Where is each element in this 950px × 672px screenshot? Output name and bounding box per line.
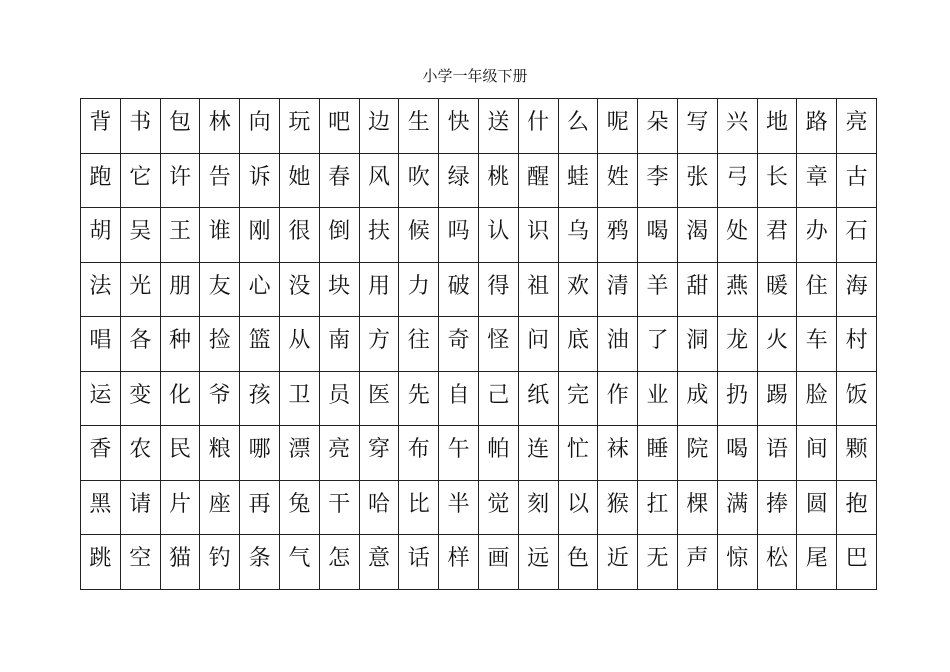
character-cell: 许 (160, 153, 200, 208)
character-cell: 林 (200, 99, 240, 154)
character-cell: 春 (319, 153, 359, 208)
character-cell: 请 (120, 480, 160, 535)
character-cell: 办 (797, 208, 837, 263)
character-cell: 羊 (638, 262, 678, 317)
character-cell: 王 (160, 208, 200, 263)
character-cell: 村 (837, 317, 877, 372)
character-cell: 黑 (81, 480, 121, 535)
character-cell: 自 (439, 371, 479, 426)
character-cell: 画 (478, 535, 518, 590)
character-cell: 处 (717, 208, 757, 263)
character-cell: 睡 (638, 426, 678, 481)
character-cell: 方 (359, 317, 399, 372)
character-grid-body (81, 99, 877, 590)
character-cell: 粮 (200, 426, 240, 481)
character-cell: 怎 (319, 535, 359, 590)
character-cell: 吧 (319, 99, 359, 154)
character-cell: 民 (160, 426, 200, 481)
character-cell: 怪 (478, 317, 518, 372)
character-cell: 座 (200, 480, 240, 535)
character-cell: 哪 (240, 426, 280, 481)
character-cell: 谁 (200, 208, 240, 263)
character-cell: 块 (319, 262, 359, 317)
character-cell: 呢 (598, 99, 638, 154)
character-cell: 识 (518, 208, 558, 263)
character-cell: 间 (797, 426, 837, 481)
character-cell: 燕 (717, 262, 757, 317)
character-cell: 扶 (359, 208, 399, 263)
character-cell: 卫 (279, 371, 319, 426)
character-cell: 祖 (518, 262, 558, 317)
character-cell: 惊 (717, 535, 757, 590)
character-cell: 穿 (359, 426, 399, 481)
character-cell: 候 (399, 208, 439, 263)
character-cell: 生 (399, 99, 439, 154)
character-cell: 医 (359, 371, 399, 426)
character-cell: 问 (518, 317, 558, 372)
grid-row (81, 317, 877, 372)
character-cell: 满 (717, 480, 757, 535)
character-cell: 兴 (717, 99, 757, 154)
character-cell: 力 (399, 262, 439, 317)
character-cell: 袜 (598, 426, 638, 481)
character-cell: 写 (677, 99, 717, 154)
character-cell: 以 (558, 480, 598, 535)
character-cell: 篮 (240, 317, 280, 372)
character-cell: 布 (399, 426, 439, 481)
character-cell: 吴 (120, 208, 160, 263)
character-cell: 化 (160, 371, 200, 426)
character-cell: 从 (279, 317, 319, 372)
character-cell: 包 (160, 99, 200, 154)
character-cell: 用 (359, 262, 399, 317)
character-cell: 书 (120, 99, 160, 154)
character-cell: 地 (757, 99, 797, 154)
character-cell: 绿 (439, 153, 479, 208)
character-cell: 吗 (439, 208, 479, 263)
character-cell: 底 (558, 317, 598, 372)
character-cell: 兔 (279, 480, 319, 535)
character-cell: 样 (439, 535, 479, 590)
character-cell: 近 (598, 535, 638, 590)
character-cell: 猴 (598, 480, 638, 535)
character-cell: 话 (399, 535, 439, 590)
character-cell: 颗 (837, 426, 877, 481)
character-cell: 唱 (81, 317, 121, 372)
character-cell: 洞 (677, 317, 717, 372)
character-cell: 比 (399, 480, 439, 535)
character-cell: 跑 (81, 153, 121, 208)
character-cell: 声 (677, 535, 717, 590)
character-cell: 李 (638, 153, 678, 208)
character-cell: 刚 (240, 208, 280, 263)
grid-row (81, 426, 877, 481)
character-cell: 院 (677, 426, 717, 481)
character-cell: 变 (120, 371, 160, 426)
grid-row (81, 208, 877, 263)
grid-row (81, 262, 877, 317)
character-cell: 奇 (439, 317, 479, 372)
character-cell: 倒 (319, 208, 359, 263)
character-cell: 运 (81, 371, 121, 426)
character-cell: 香 (81, 426, 121, 481)
character-cell: 松 (757, 535, 797, 590)
character-cell: 欢 (558, 262, 598, 317)
character-cell: 吹 (399, 153, 439, 208)
character-cell: 跳 (81, 535, 121, 590)
grid-row (81, 480, 877, 535)
character-cell: 成 (677, 371, 717, 426)
character-cell: 纸 (518, 371, 558, 426)
character-cell: 蛙 (558, 153, 598, 208)
character-cell: 捧 (757, 480, 797, 535)
character-cell: 认 (478, 208, 518, 263)
character-cell: 车 (797, 317, 837, 372)
character-cell: 朋 (160, 262, 200, 317)
character-cell: 南 (319, 317, 359, 372)
character-cell: 扛 (638, 480, 678, 535)
character-cell: 片 (160, 480, 200, 535)
character-cell: 语 (757, 426, 797, 481)
page-title: 小学一年级下册 (422, 67, 528, 85)
character-cell: 龙 (717, 317, 757, 372)
character-cell: 午 (439, 426, 479, 481)
character-cell: 孩 (240, 371, 280, 426)
character-cell: 风 (359, 153, 399, 208)
character-cell: 她 (279, 153, 319, 208)
character-cell: 破 (439, 262, 479, 317)
character-cell: 得 (478, 262, 518, 317)
character-cell: 法 (81, 262, 121, 317)
character-cell: 么 (558, 99, 598, 154)
character-cell: 君 (757, 208, 797, 263)
character-cell: 鸦 (598, 208, 638, 263)
character-cell: 姓 (598, 153, 638, 208)
character-cell: 喝 (638, 208, 678, 263)
character-cell: 甜 (677, 262, 717, 317)
character-cell: 向 (240, 99, 280, 154)
character-cell: 饭 (837, 371, 877, 426)
character-cell: 员 (319, 371, 359, 426)
character-cell: 各 (120, 317, 160, 372)
character-cell: 农 (120, 426, 160, 481)
character-cell: 往 (399, 317, 439, 372)
character-cell: 意 (359, 535, 399, 590)
character-cell: 连 (518, 426, 558, 481)
character-cell: 空 (120, 535, 160, 590)
character-cell: 圆 (797, 480, 837, 535)
character-cell: 忙 (558, 426, 598, 481)
character-cell: 油 (598, 317, 638, 372)
character-cell: 远 (518, 535, 558, 590)
character-cell: 业 (638, 371, 678, 426)
character-cell: 色 (558, 535, 598, 590)
character-cell: 抱 (837, 480, 877, 535)
character-cell: 己 (478, 371, 518, 426)
character-cell: 亮 (319, 426, 359, 481)
character-grid (80, 98, 877, 590)
grid-row (81, 153, 877, 208)
character-cell: 半 (439, 480, 479, 535)
character-cell: 踢 (757, 371, 797, 426)
character-cell: 漂 (279, 426, 319, 481)
character-cell: 路 (797, 99, 837, 154)
character-cell: 乌 (558, 208, 598, 263)
character-cell: 玩 (279, 99, 319, 154)
character-cell: 觉 (478, 480, 518, 535)
grid-row (81, 99, 877, 154)
character-cell: 桃 (478, 153, 518, 208)
character-cell: 猫 (160, 535, 200, 590)
character-cell: 什 (518, 99, 558, 154)
character-cell: 哈 (359, 480, 399, 535)
character-cell: 石 (837, 208, 877, 263)
character-cell: 刻 (518, 480, 558, 535)
character-cell: 捡 (200, 317, 240, 372)
character-cell: 海 (837, 262, 877, 317)
character-cell: 心 (240, 262, 280, 317)
character-cell: 完 (558, 371, 598, 426)
character-cell: 告 (200, 153, 240, 208)
character-cell: 送 (478, 99, 518, 154)
character-cell: 住 (797, 262, 837, 317)
character-cell: 清 (598, 262, 638, 317)
character-cell: 喝 (717, 426, 757, 481)
character-cell: 干 (319, 480, 359, 535)
character-cell: 快 (439, 99, 479, 154)
character-cell: 火 (757, 317, 797, 372)
character-cell: 了 (638, 317, 678, 372)
character-cell: 帕 (478, 426, 518, 481)
character-cell: 钓 (200, 535, 240, 590)
grid-row (81, 535, 877, 590)
grid-row (81, 371, 877, 426)
character-cell: 暖 (757, 262, 797, 317)
character-cell: 弓 (717, 153, 757, 208)
character-cell: 长 (757, 153, 797, 208)
character-cell: 爷 (200, 371, 240, 426)
character-cell: 没 (279, 262, 319, 317)
character-cell: 亮 (837, 99, 877, 154)
character-cell: 张 (677, 153, 717, 208)
character-cell: 气 (279, 535, 319, 590)
character-cell: 作 (598, 371, 638, 426)
character-cell: 很 (279, 208, 319, 263)
character-cell: 友 (200, 262, 240, 317)
character-cell: 脸 (797, 371, 837, 426)
character-cell: 渴 (677, 208, 717, 263)
character-cell: 条 (240, 535, 280, 590)
character-cell: 种 (160, 317, 200, 372)
character-cell: 尾 (797, 535, 837, 590)
character-cell: 棵 (677, 480, 717, 535)
character-cell: 古 (837, 153, 877, 208)
character-cell: 章 (797, 153, 837, 208)
character-cell: 它 (120, 153, 160, 208)
character-cell: 无 (638, 535, 678, 590)
character-cell: 背 (81, 99, 121, 154)
character-cell: 扔 (717, 371, 757, 426)
character-cell: 再 (240, 480, 280, 535)
character-cell: 巴 (837, 535, 877, 590)
character-cell: 先 (399, 371, 439, 426)
character-cell: 边 (359, 99, 399, 154)
character-cell: 朵 (638, 99, 678, 154)
character-cell: 胡 (81, 208, 121, 263)
character-cell: 醒 (518, 153, 558, 208)
character-cell: 光 (120, 262, 160, 317)
character-cell: 诉 (240, 153, 280, 208)
